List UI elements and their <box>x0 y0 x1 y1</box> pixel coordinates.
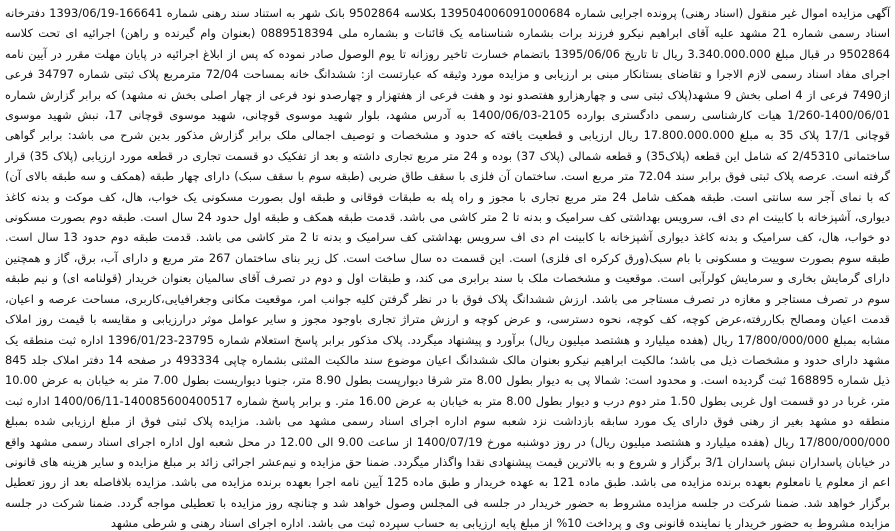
auction-notice-text: آگهی مزایده اموال غیر منقول (اسناد رهنی) پرونده اجرایی شماره 139504006091000684 بکلاسه 9502864 بانک شهر به استناد سند رهنی شماره 166641-1393/06/19 دفترخانه اسناد رسمی شماره 21 مشهد علیه آقای ابراهیم نیکرو فرزند برات بشماره شناسنامه یک قائنات و بشماره ملی 0889518394 (بعنوان وام گیرنده و راهن) اجرائیه ای تحت کلاسه 9502864 در قبال مبلغ 3.340.000.000 ریال تا تاریخ 1395/06/06 باتضمام خسارت تاخیر روزانه تا یوم الوصول صادر نموده که پس از ابلاغ اجرائیه در پایان مهلت مقرر در آیین نامه اجرای مفاد اسناد رسمی لازم الاجرا و تقاضای بستانکار مبنی بر ارزیابی و مزایده مورد وثیقه که عبارتست از: ششدانگ خانه بمساحت 72/04 مترمربع پلاک ثبتی شماره 34797 فرعی از7490 فرعی از 4 اصلی بخش 9 مشهد(پلاک ثبتی سی و چهارهزارو هفتصدو نود و هفت فرعی از هفتهزار و چهارصدو نود فرعی از چهار اصلی بخش نه مشهد) که برابر گزارش شماره 1400/06/01-1/260 هیات کارشناسی رسمی دادگستری بوارده 2105-1400/06/03 به آدرس مشهد، بلوار شهید موسوی قوچانی، شهید موسوی قوچانی 17، نبش شهید موسوی قوچانی 17/1 پلاک 35 به مبلغ 17.800.000.000 ریال ارزیابی و قطعیت یافته که حدود و مشخصات و توصیف اجمالی ملک برابر گزارش مذکور بدین شرح می باشد: برابر گواهی ساختمانی 2/45310 که شامل این قطعه (پلاک35) و قطعه شمالی (پلاک 37) بوده و 24 متر مربع تجاری داشته و بعد از تفکیک دو قسمت تجاری در قطعه مورد ارزیابی (پلاک 35) قرار گرفته است. عرصه پلاک ثبتی فوق برابر سند 72.04 متر مربع است. ساختمان آن فلزی با سقف طاق ضربی (طبقه سوم با سقف سبک) دارای چهار طبقه (همکف و سه طبقه بالای آن) که با نمای آجر سه سانتی است. طبقه همکف شامل 24 متر مربع تجاری با مجوز و راه پله به طبقات فوقانی و طبقه اول بصورت مسکونی یک خواب، هال، کف موکت و بدنه کاغذ دیواری، آشپزخانه با کابینت ام دی اف، سرویس بهداشتی کف سرامیک و بدنه تا 2 متر کاشی می باشد. قدمت طبقه همکف و طبقه اول حدود 24 سال است. طبقه دوم بصورت مسکونی دو خواب، هال، کف سرامیک و بدنه کاغذ دیواری آشپزخانه با کابینت ام دی اف سرویس بهداشتی کف سرامیک و بدنه تا 2 متر کاشی می باشد. قدمت طبقه دوم حدود 13 سال است. طبقه سوم بصورت سوییت و مسکونی با بام سبک(ورق کرکره ای فلزی) است. این قسمت ده سال ساخت است. کل زیر بنای ساختمان 267 متر مربع و دارای آب، برق، گاز و همچنین دارای گرمایش بخاری و سرمایش کولرآبی است. موقعیت و مشخصات ملک با سند برابری می کند، و طبقات اول و دوم در تصرف آقای سالمیان بعنوان خریدار (قولنامه ای) و نیم طبقه سوم در تصرف مستاجر و مغازه در تصرف مستاجر می باشد. ارزش ششدانگ پلاک فوق با در نظر گرفتن کلیه جوانب امر، موقعیت مکانی وجغرافیایی،کاربری، مساحت عرصه و اعیان، قدمت اعیان ومصالح بکاررفته،عرض کوچه، کف کوچه، نحوه دسترسی، و عرض کوچه و ارزش متراژ تجاری باوجود مجوز و سایر عوامل موثر درارزیابی و مقایسه با قیمت روز املاک مشابه بمبلغ 17/800/000/000 ریال (هفده میلیارد و هشتصد میلیون ریال) برآورد و پیشنهاد میگردد. پلاک مذکور برابر پاسخ استعلام شماره 23795-1396/01/23 اداره ثبت منطقه یک مشهد دارای حدود و مشخصات ذیل می باشد؛ مالکیت ابراهیم نیکرو بعنوان مالک ششدانگ اعیان موضوع سند مالکیت المثنی بشماره چاپی 493334 در صفحه 14 دفتر املاک جلد 845 ذیل شماره 168895 ثبت گردیده است. و محدود است: شمالا پی به دیوار بطول 8.00 متر شرقا دیوارپست بطول 8.90 متر، جنوبا دیواریست بطول 7.00 متر به خیابان به عرض 10.00 متر، غربا در دو قسمت اول غربی بطول 1.50 متر دوم درب و دیوار بطول 8.00 متر به خیابان به عرض 16.00 متر. و برابر پاسخ شماره 140085600400517-1400/06/11 اداره ثبت منطقه دو مشهد بغیر از رهنی فوق دارای یک مورد سابقه بازداشت نزد شعبه سوم اداره اجرای اسناد رسمی مشهد می باشد. مزایده پلاک ثبتی فوق از مبلغ ارزیابی شده بمبلغ 17/800/000/000 ریال (هفده میلیارد و هشتصد میلیون ریال) در روز دوشنبه مورخ 1400/07/19 از ساعت 9.00 الی 12.00 در محل شعبه اول اداره اجرای اسناد رسمی مشهد واقع در خیابان پاسداران نبش پاسداران 3/1 برگزار و شروع و به بالاترین قیمت پیشنهادی نقدا واگذار میگردد. ضمنا حق مزایده و نیم‌عشر اجرائی زائد بر مبلغ مزایده و سایر هزینه های قانونی اعم از معلوم یا نامعلوم بعهده برنده مزایده می باشد. طبق ماده 121 به عهده خریدار و طبق ماده 125 آیین نامه اجرا بعهده برنده مزایده می باشد. مزایده بلافاصله بعد از روز تعطیل برگزار خواهد شد. ضمنا شرکت در جلسه مزایده مشروط به حضور خریدار در جلسه فی المجلس وصول خواهد شد و چنانچه روز مزایده با تعطیلی مواجه گردد. ضمنا شرکت در جلسه مزایده مشروط به حضور خریدار یا نماینده قانونی وی و پرداخت 10% از مبلغ پایه ارزیابی به حساب سپرده ثبت می باشد. اداره اجرای اسناد رهنی و شرطی مشهد <box>4 6 891 531</box>
